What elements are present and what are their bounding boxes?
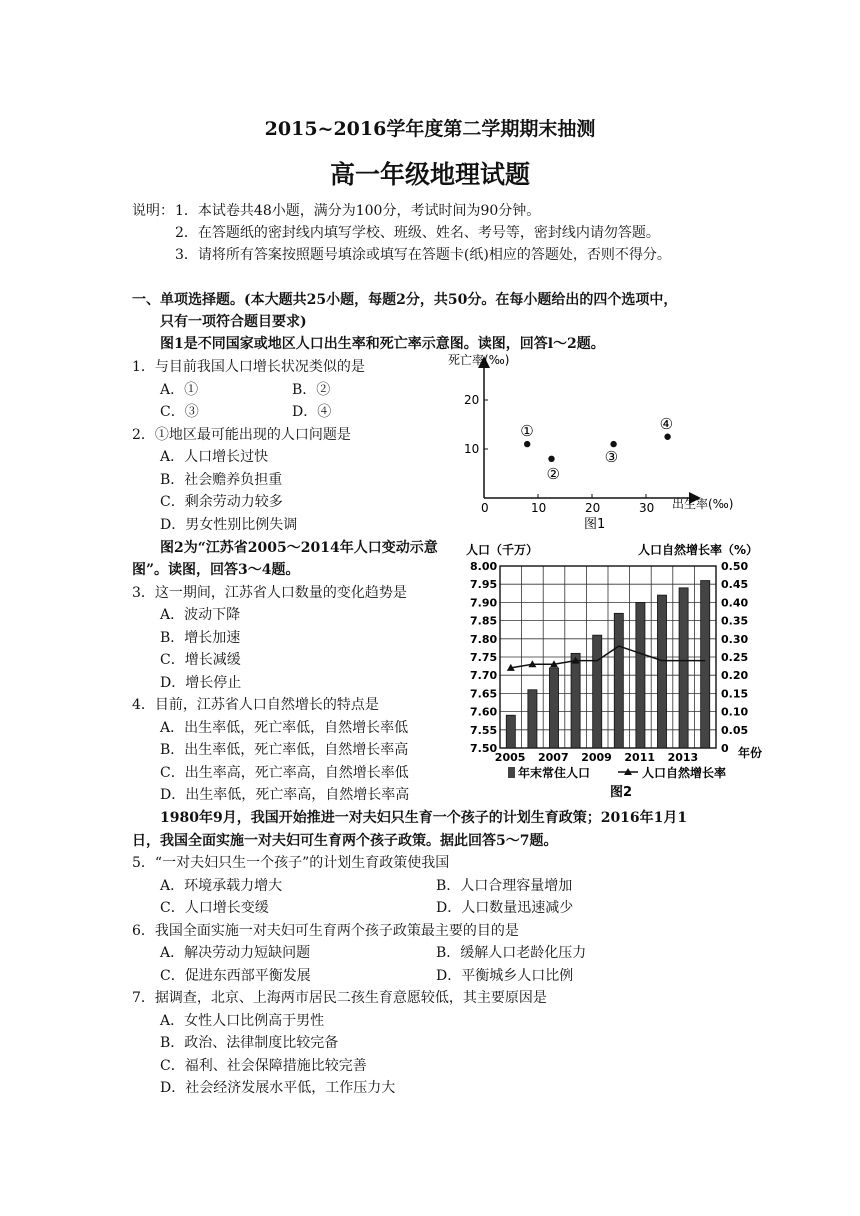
question-7: 7．据调查，北京、上海两市居民二孩生育意愿较低，其主要原因是 bbox=[132, 990, 547, 1006]
q6-option-c: C．促进东西部平衡发展 bbox=[160, 968, 311, 984]
figure2-intro-cont: 图”。读图，回答3～4题。 bbox=[132, 562, 300, 578]
fig1-point-label: ② bbox=[546, 464, 560, 483]
fig2-y2-tick-label: 0.50 bbox=[721, 560, 749, 573]
fig2-y2-tick-label: 0.40 bbox=[721, 596, 749, 610]
q1-option-d: D．④ bbox=[292, 404, 332, 420]
fig2-bar bbox=[593, 635, 602, 748]
fig2-bar bbox=[571, 653, 580, 748]
fig2-x-tick-label: 2013 bbox=[667, 751, 699, 764]
q2-option-d: D．男女性别比例失调 bbox=[160, 517, 298, 533]
q4-option-d: D．出生率低，死亡率高，自然增长率高 bbox=[160, 787, 410, 803]
fig2-y-tick-label: 7.65 bbox=[470, 687, 498, 701]
fig2-x-tick-label: 2005 bbox=[494, 751, 526, 764]
notes-lead: 说明： bbox=[132, 203, 174, 219]
q5-option-b: B．人口合理容量增加 bbox=[436, 878, 573, 894]
question-5: 5．“一对夫妇只生一个孩子”的计划生育政策使我国 bbox=[132, 855, 450, 871]
note-2: 2．在答题纸的密封线内填写学校、班级、姓名、考号等，密封线内请勿答题。 bbox=[175, 225, 660, 241]
q3-option-b: B．增长加速 bbox=[160, 630, 241, 646]
q1-option-c: C．③ bbox=[160, 404, 199, 420]
q7-option-a: A．女性人口比例高于男性 bbox=[160, 1013, 325, 1029]
q4-option-b: B．出生率低，死亡率低，自然增长率高 bbox=[160, 742, 409, 758]
fig2-y2-tick-label: 0 bbox=[721, 742, 729, 755]
fig1-x-tick-label: 0 bbox=[481, 501, 489, 515]
fig2-y-tick-label: 7.50 bbox=[470, 742, 498, 755]
q6-option-b: B．缓解人口老龄化压力 bbox=[436, 945, 587, 961]
fig2-bar bbox=[528, 690, 537, 748]
question-2: 2．①地区最可能出现的人口问题是 bbox=[132, 427, 351, 443]
legend-line-label: 人口自然增长率 bbox=[642, 766, 727, 780]
question-4: 4．目前，江苏省人口自然增长的特点是 bbox=[132, 697, 379, 713]
question-6: 6．我国全面实施一对夫妇可生育两个孩子政策最主要的目的是 bbox=[132, 923, 519, 939]
fig2-y-tick-label: 7.85 bbox=[470, 614, 498, 628]
fig2-bar bbox=[679, 588, 688, 748]
fig2-y-tick-label: 7.55 bbox=[470, 723, 498, 737]
fig2-bar bbox=[701, 581, 710, 748]
fig1-point-label: ③ bbox=[604, 448, 619, 467]
fig1-caption: 图1 bbox=[584, 517, 606, 532]
q1-option-b: B．② bbox=[292, 382, 331, 398]
fig2-x-tick-label: 2007 bbox=[538, 751, 569, 764]
fig1-x-tick-label: 30 bbox=[639, 501, 655, 515]
figure-1-scatter bbox=[440, 350, 760, 535]
fig2-y2-tick-label: 0.20 bbox=[721, 669, 749, 683]
exam-term-title: 2015~2016学年度第二学期期末抽测 bbox=[264, 118, 596, 140]
fig2-y-tick-label: 7.70 bbox=[470, 669, 498, 683]
q3-option-c: C．增长减缓 bbox=[160, 652, 241, 668]
fig1-point bbox=[524, 441, 530, 447]
note-1: 1．本试卷共48小题，满分为100分，考试时间为90分钟。 bbox=[175, 203, 541, 219]
fig2-x-label: 年份 bbox=[738, 746, 763, 760]
fig2-y-label: 人口（千万） bbox=[466, 543, 539, 557]
fig2-y2-tick-label: 0.35 bbox=[721, 614, 749, 628]
fig2-y2-tick-label: 0.45 bbox=[721, 578, 749, 592]
fig2-x-tick-label: 2009 bbox=[581, 751, 612, 764]
q6-option-a: A．解决劳动力短缺问题 bbox=[160, 945, 311, 961]
fig2-y2-tick-label: 0.25 bbox=[721, 651, 749, 664]
q2-option-c: C．剩余劳动力较多 bbox=[160, 494, 283, 510]
fig2-bar bbox=[614, 613, 623, 748]
fig1-point-label: ① bbox=[520, 422, 534, 441]
q4-option-c: C．出生率高，死亡率高，自然增长率低 bbox=[160, 765, 409, 781]
fig2-y-tick-label: 7.90 bbox=[470, 596, 498, 610]
figure-2-bar-line bbox=[440, 538, 770, 806]
section-heading-cont: 只有一项符合题目要求) bbox=[160, 314, 307, 330]
fig2-y-tick-label: 7.95 bbox=[470, 578, 498, 592]
q7-option-b: B．政治、法律制度比较完备 bbox=[160, 1035, 339, 1051]
fig2-bar bbox=[549, 668, 558, 748]
fig2-caption: 图2 bbox=[610, 785, 633, 800]
q2-option-b: B．社会赡养负担重 bbox=[160, 472, 283, 488]
fig1-y-tick-label: 10 bbox=[464, 442, 480, 456]
figure1-intro: 图1是不同国家或地区人口出生率和死亡率示意图。读图，回答l～2题。 bbox=[160, 336, 605, 352]
fig1-y-label: 死亡率(‰) bbox=[448, 353, 510, 367]
q7-option-c: C．福利、社会保障措施比较完善 bbox=[160, 1058, 367, 1074]
note-3: 3．请将所有答案按照题号填涂或填写在答题卡(纸)相应的答题处，否则不得分。 bbox=[175, 247, 671, 263]
fig2-x-tick-label: 2011 bbox=[624, 751, 656, 764]
fig1-point bbox=[548, 456, 554, 462]
q5-option-c: C．人口增长变缓 bbox=[160, 900, 269, 916]
fig2-y2-tick-label: 0.05 bbox=[721, 723, 749, 737]
question-3: 3．这一期间，江苏省人口数量的变化趋势是 bbox=[132, 585, 407, 601]
fig2-bar bbox=[657, 595, 666, 748]
section-heading: 一、单项选择题。(本大题共25小题，每题2分，共50分。在每小题给出的四个选项中， bbox=[132, 292, 678, 308]
fig2-y2-tick-label: 0.30 bbox=[721, 632, 749, 646]
q5-option-a: A．环境承载力增大 bbox=[160, 878, 283, 894]
fig2-y-tick-label: 7.75 bbox=[470, 651, 498, 664]
fig1-point-label: ④ bbox=[659, 414, 674, 433]
legend-bar-swatch bbox=[508, 767, 515, 778]
fig1-x-tick-label: 20 bbox=[585, 501, 601, 515]
fig1-y-tick-label: 20 bbox=[464, 393, 480, 407]
legend-bar-label: 年末常住人口 bbox=[518, 766, 591, 780]
fig2-y2-label: 人口自然增长率（%） bbox=[638, 543, 759, 557]
fig2-bar bbox=[636, 602, 645, 748]
policy-intro-cont: 日，我国全面实施一对夫妇可生育两个孩子政策。据此回答5～7题。 bbox=[132, 833, 558, 849]
fig2-y-tick-label: 8.00 bbox=[470, 560, 498, 573]
fig1-point bbox=[610, 441, 616, 447]
fig1-point bbox=[664, 434, 670, 440]
fig1-x-tick-label: 10 bbox=[531, 501, 547, 515]
policy-intro: 1980年9月，我国开始推进一对夫妇只生育一个孩子的计划生育政策；2016年1月1 bbox=[160, 810, 688, 826]
q3-option-a: A．波动下降 bbox=[160, 607, 241, 623]
q1-option-a: A．① bbox=[160, 382, 199, 398]
q3-option-d: D．增长停止 bbox=[160, 675, 242, 691]
fig2-bar bbox=[506, 715, 515, 748]
q6-option-d: D．平衡城乡人口比例 bbox=[436, 968, 574, 984]
fig2-y-tick-label: 7.60 bbox=[470, 705, 498, 719]
figure2-intro: 图2为“江苏省2005～2014年人口变动示意 bbox=[160, 540, 438, 556]
exam-subject-title: 高一年级地理试题 bbox=[329, 160, 530, 189]
q7-option-d: D．社会经济发展水平低，工作压力大 bbox=[160, 1080, 396, 1096]
question-1: 1．与目前我国人口增长状况类似的是 bbox=[132, 359, 365, 375]
q2-option-a: A．人口增长过快 bbox=[160, 449, 269, 465]
fig2-y2-tick-label: 0.10 bbox=[721, 705, 749, 719]
fig2-y-tick-label: 7.80 bbox=[470, 632, 498, 646]
fig1-x-label: 出生率(‰) bbox=[672, 497, 734, 511]
q4-option-a: A．出生率低，死亡率低，自然增长率低 bbox=[160, 720, 409, 736]
fig2-y2-tick-label: 0.15 bbox=[721, 687, 749, 701]
q5-option-d: D．人口数量迅速减少 bbox=[436, 900, 574, 916]
